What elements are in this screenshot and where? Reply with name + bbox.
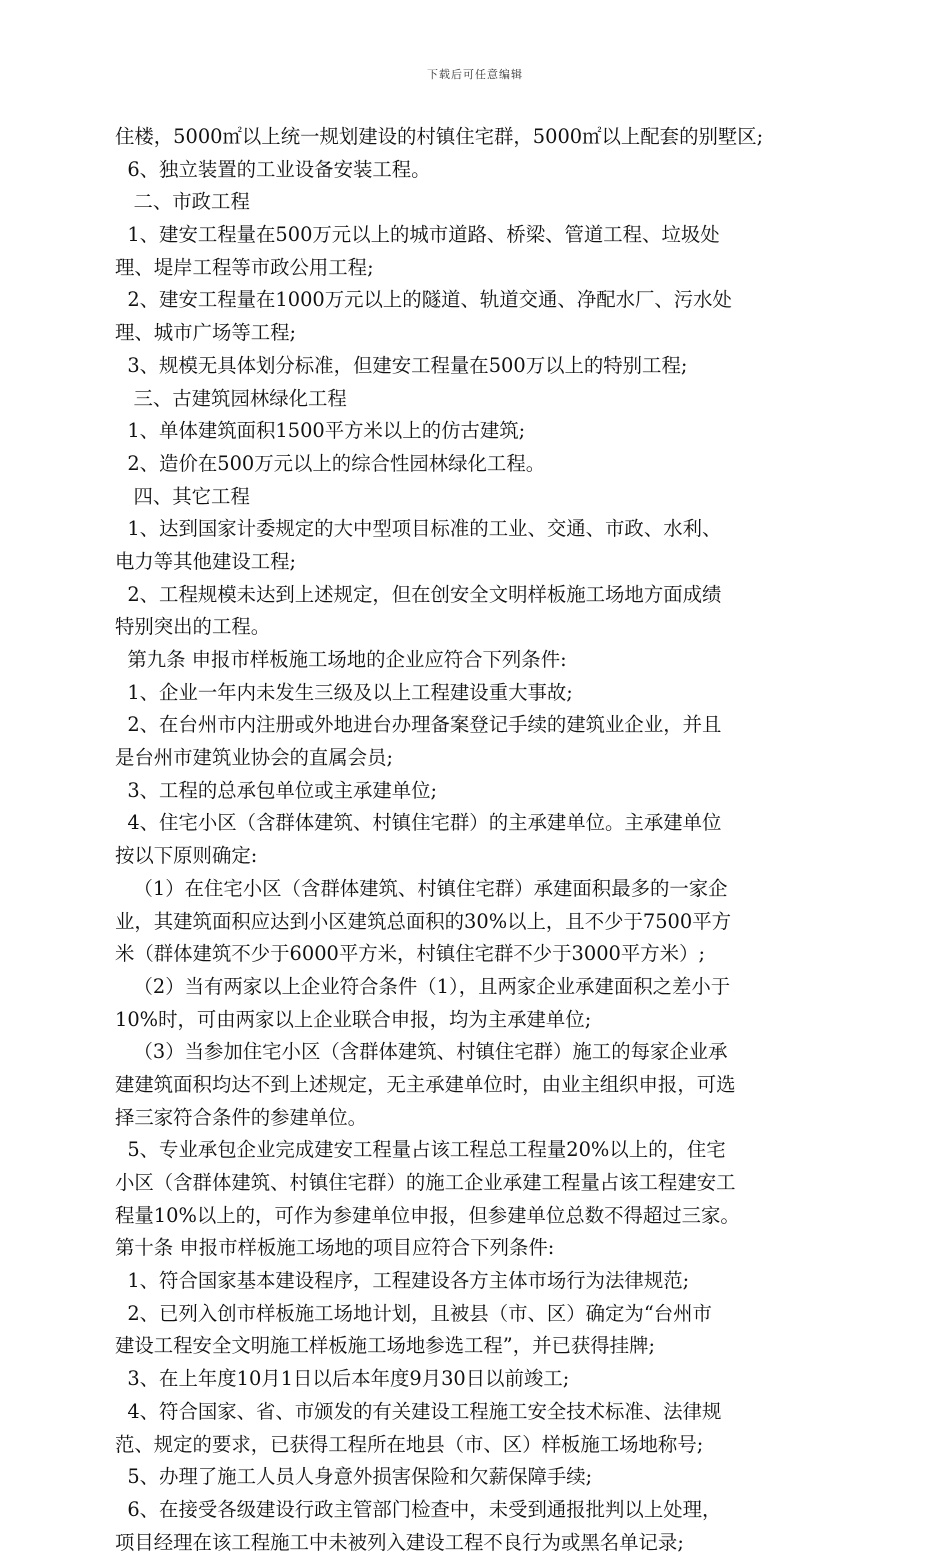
text-line: （2）当有两家以上企业符合条件（1），且两家企业承建面积之差小于 — [115, 974, 731, 998]
text-line: 2、已列入创市样板施工场地计划，且被县（市、区）确定为“台州市 — [115, 1301, 712, 1325]
text-line: 四、其它工程 — [115, 484, 250, 508]
text-line: 10%时，可由两家以上企业联合申报，均为主承建单位; — [115, 1007, 592, 1031]
text-line: 二、市政工程 — [115, 190, 250, 214]
text-line: 按以下原则确定: — [115, 844, 258, 868]
text-line: 2、造价在500万元以上的综合性园林绿化工程。 — [115, 451, 546, 475]
text-line: 程量10%以上的，可作为参建单位申报，但参建单位总数不得超过三家。 — [115, 1203, 740, 1227]
text-line: 住楼，5000㎡以上统一规划建设的村镇住宅群，5000㎡以上配套的别墅区; — [115, 125, 764, 148]
text-line: 电力等其他建设工程; — [115, 549, 297, 573]
text-line: （3）当参加住宅小区（含群体建筑、村镇住宅群）施工的每家企业承 — [115, 1040, 728, 1064]
text-line: 业，其建筑面积应达到小区建筑总面积的30%以上，且不少于7500平方 — [115, 909, 731, 933]
text-line: 2、建安工程量在1000万元以上的隧道、轨道交通、净配水厂、污水处 — [115, 288, 732, 312]
text-line: 1、符合国家基本建设程序，工程建设各方主体市场行为法律规范; — [115, 1269, 690, 1293]
text-line: 米（群体建筑不少于6000平方米，村镇住宅群不少于3000平方米）; — [115, 942, 705, 966]
text-line: 是台州市建筑业协会的直属会员; — [115, 746, 394, 770]
text-line: 范、规定的要求，已获得工程所在地县（市、区）样板施工场地称号; — [115, 1432, 704, 1456]
text-line: 项目经理在该工程施工中未被列入建设工程不良行为或黑名单记录; — [115, 1530, 684, 1554]
text-line: 建设工程安全文明施工样板施工场地参选工程”，并已获得挂牌; — [115, 1334, 655, 1358]
text-line: 6、在接受各级建设行政主管部门检查中，未受到通报批判以上处理， — [115, 1497, 722, 1521]
text-line: 理、城市广场等工程; — [115, 321, 297, 345]
text-line: 1、企业一年内未发生三级及以上工程建设重大事故; — [115, 680, 573, 704]
text-line: 特别突出的工程。 — [115, 615, 271, 639]
text-line: 1、建安工程量在500万元以上的城市道路、桥梁、管道工程、垃圾处 — [115, 223, 720, 247]
text-line: 理、堤岸工程等市政公用工程; — [115, 255, 374, 279]
text-line: 3、在上年度10月1日以后本年度9月30日以前竣工; — [115, 1367, 570, 1391]
text-line: （1）在住宅小区（含群体建筑、村镇住宅群）承建面积最多的一家企 — [115, 876, 728, 900]
text-line: 3、规模无具体划分标准，但建安工程量在500万以上的特别工程; — [115, 353, 688, 377]
text-line: 建建筑面积均达不到上述规定，无主承建单位时，由业主组织申报，可选 — [115, 1072, 736, 1096]
text-line: 2、工程规模未达到上述规定，但在创安全文明样板施工场地方面成绩 — [115, 582, 722, 606]
text-line: 4、住宅小区（含群体建筑、村镇住宅群）的主承建单位。主承建单位 — [115, 811, 722, 835]
text-line: 1、单体建筑面积1500平方米以上的仿古建筑; — [115, 419, 526, 443]
text-line: 第十条 申报市样板施工场地的项目应符合下列条件: — [115, 1236, 555, 1260]
text-line: 小区（含群体建筑、村镇住宅群）的施工企业承建工程量占该工程建安工 — [115, 1171, 736, 1194]
text-line: 6、独立装置的工业设备安装工程。 — [115, 157, 431, 181]
page-header: 下载后可任意编辑 — [427, 68, 523, 81]
text-line: 1、达到国家计委规定的大中型项目标准的工业、交通、市政、水利、 — [115, 517, 722, 541]
text-line: 3、工程的总承包单位或主承建单位; — [115, 778, 438, 802]
text-line: 5、专业承包企业完成建安工程量占该工程总工程量20%以上的，住宅 — [115, 1138, 726, 1162]
text-line: 2、在台州市内注册或外地进台办理备案登记手续的建筑业企业，并且 — [115, 713, 722, 737]
text-line: 5、办理了施工人员人身意外损害保险和欠薪保障手续; — [115, 1465, 593, 1489]
text-line: 4、符合国家、省、市颁发的有关建设工程施工安全技术标准、法律规 — [115, 1399, 722, 1423]
text-line: 三、古建筑园林绿化工程 — [115, 386, 347, 410]
text-line: 择三家符合条件的参建单位。 — [115, 1105, 368, 1129]
text-line: 第九条 申报市样板施工场地的企业应符合下列条件: — [115, 648, 567, 671]
document-body — [115, 121, 841, 1559]
